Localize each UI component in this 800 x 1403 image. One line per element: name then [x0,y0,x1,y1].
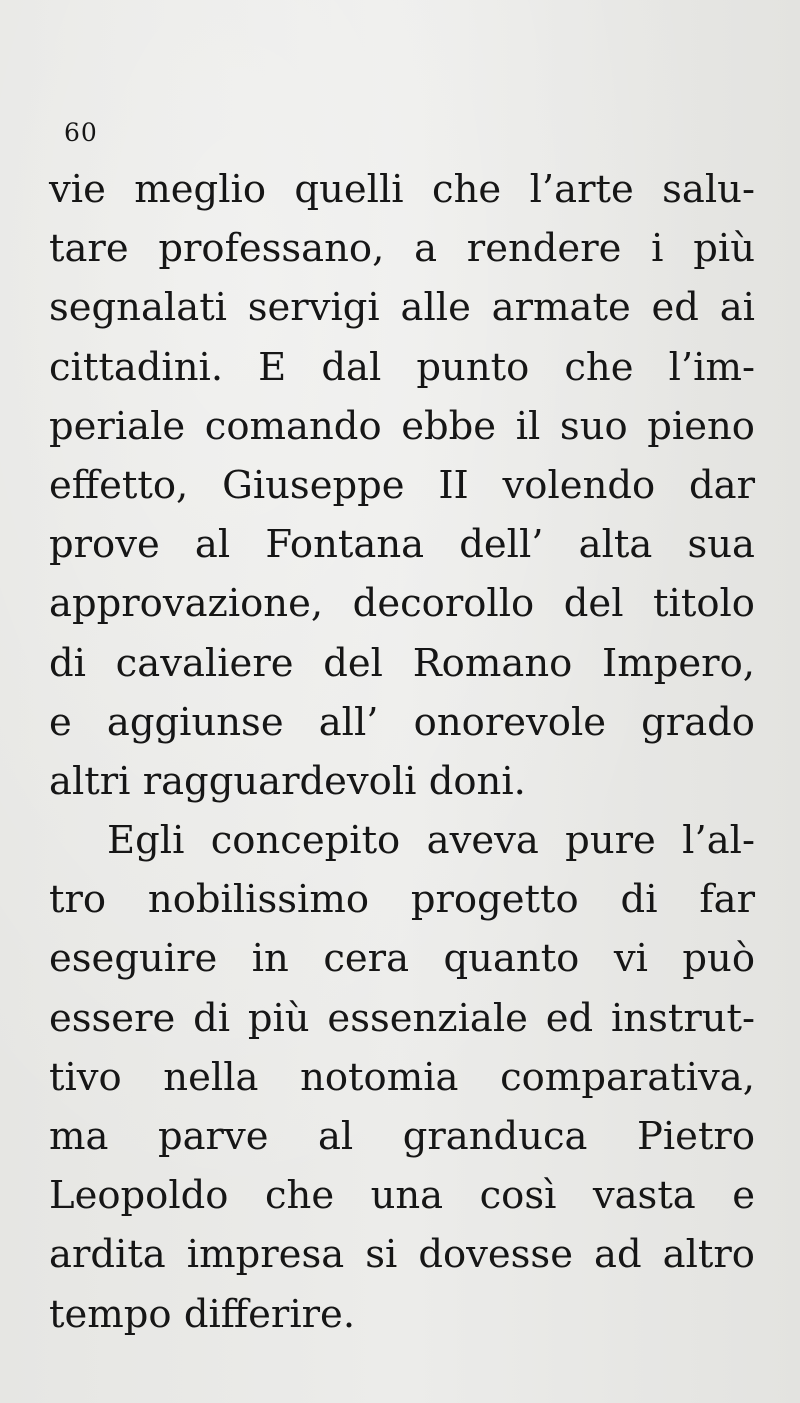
text-line: altri ragguardevoli doni. [49,758,526,804]
text-line: cittadini. E dal punto che l’im- [49,344,755,390]
text-line: periale comando ebbe il suo pieno [49,403,755,449]
text-line: prove al Fontana dell’ alta sua [49,522,755,568]
text-line: tivo nella notomia comparativa, [49,1054,755,1100]
paragraph-2 [49,811,755,1344]
text-line: ardita impresa si dovesse ad altro [49,1232,755,1278]
text-line: tare professano, a rendere i più [49,226,755,272]
page-number: 60 [64,118,98,147]
text-line: effetto, Giuseppe II volendo dar [49,462,755,508]
text-line: di cavaliere del Romano Impero, [49,640,755,686]
body-text [49,160,755,1344]
text-line: tro nobilissimo progetto di far [49,877,755,923]
text-line: tempo differire. [49,1291,356,1337]
paragraph-1 [49,160,755,811]
text-line: segnalati servigi alle armate ed ai [49,285,755,331]
text-line: ma parve al granduca Pietro [49,1114,755,1159]
text-line: approvazione, decorollo del titolo [49,581,755,627]
text-line: vie meglio quelli che l’arte salu- [49,167,755,212]
text-line: e aggiunse all’ onorevole grado [49,699,755,745]
text-line: essere di più essenziale ed instrut- [49,995,755,1041]
text-line: Egli concepito aveva pure l’al- [107,818,755,864]
text-line: eseguire in cera quanto vi può [49,936,755,982]
text-line: Leopoldo che una così vasta e [49,1173,755,1219]
